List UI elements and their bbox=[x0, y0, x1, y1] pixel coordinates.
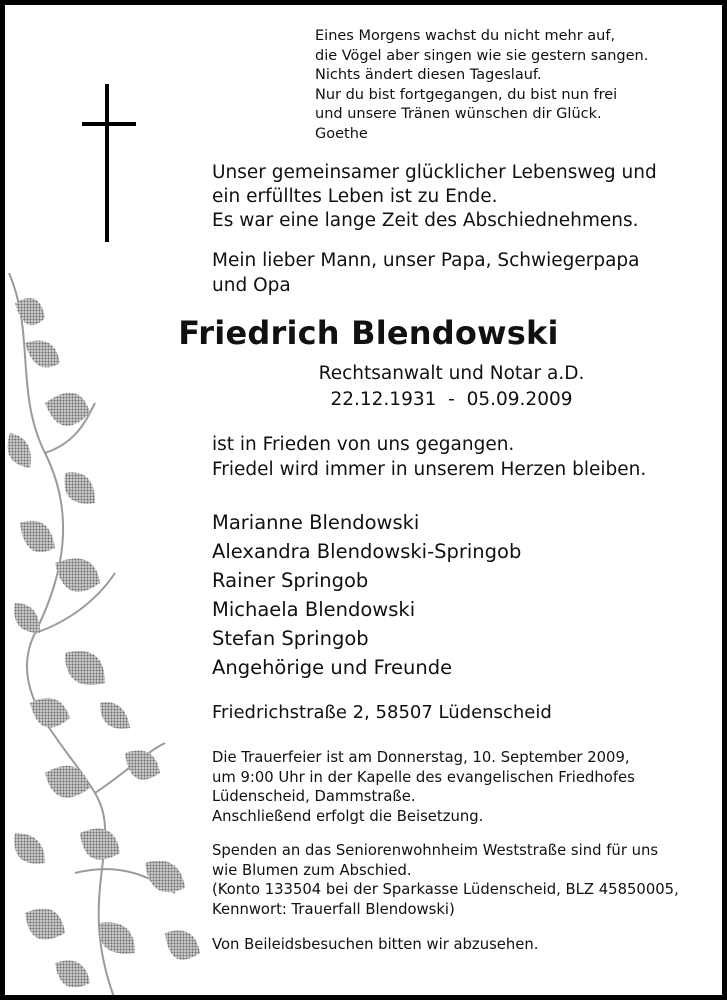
condolence-note: Von Beileidsbesuchen bitten wir abzusehen. bbox=[212, 936, 539, 953]
relation-line: Mein lieber Mann, unser Papa, Schwiegerpapa bbox=[212, 250, 640, 271]
address: Friedrichstraße 2, 58507 Lüdenscheid bbox=[212, 702, 552, 723]
funeral-line: Anschließend erfolgt die Beisetzung. bbox=[212, 807, 484, 825]
intro-line: Unser gemeinsamer glücklicher Lebensweg und bbox=[212, 162, 657, 183]
deceased-name: Friedrich Blendowski bbox=[178, 314, 559, 352]
intro-line: Es war eine lange Zeit des Abschiednehmens. bbox=[212, 210, 639, 231]
donation-info bbox=[212, 841, 679, 919]
poem-line: Eines Morgens wachst du nicht mehr auf, bbox=[315, 28, 616, 44]
intro-text bbox=[212, 161, 657, 233]
funeral-info bbox=[212, 748, 635, 826]
life-dates: 22.12.1931 - 05.09.2009 bbox=[330, 389, 573, 410]
poem-line: und unsere Tränen wünschen dir Glück. bbox=[315, 106, 602, 122]
poem bbox=[315, 27, 648, 144]
deceased-profession: Rechtsanwalt und Notar a.D. bbox=[318, 363, 585, 384]
peace-line: Friedel wird immer in unserem Herzen bleiben. bbox=[212, 459, 647, 480]
family-member: Alexandra Blendowski-Springob bbox=[212, 540, 522, 563]
relation-text bbox=[212, 248, 640, 298]
intro-line: ein erfülltes Leben ist zu Ende. bbox=[212, 186, 498, 207]
family-member: Stefan Springob bbox=[212, 627, 369, 650]
family-member: Rainer Springob bbox=[212, 569, 369, 592]
donation-line: Spenden an das Seniorenwohnheim Weststraße sind für uns bbox=[212, 842, 659, 859]
peace-text bbox=[212, 432, 646, 482]
poem-line: Nur du bist fortgegangen, du bist nun frei bbox=[315, 86, 618, 103]
funeral-line: Lüdenscheid, Dammstraße. bbox=[212, 788, 416, 805]
family-list bbox=[212, 508, 521, 682]
poem-line: Nichts ändert diesen Tageslauf. bbox=[315, 67, 542, 83]
funeral-line: Die Trauerfeier ist am Donnerstag, 10. September 2009, bbox=[212, 749, 630, 766]
family-member: Angehörige und Freunde bbox=[212, 656, 453, 679]
family-member: Michaela Blendowski bbox=[212, 598, 416, 621]
relation-line: und Opa bbox=[212, 275, 291, 296]
family-member: Marianne Blendowski bbox=[212, 511, 420, 534]
donation-line: Kennwort: Trauerfall Blendowski) bbox=[212, 900, 455, 918]
funeral-line: um 9:00 Uhr in der Kapelle des evangelischen Friedhofes bbox=[212, 768, 635, 786]
donation-line: wie Blumen zum Abschied. bbox=[212, 861, 412, 879]
poem-author: Goethe bbox=[315, 125, 368, 142]
donation-line: (Konto 133504 bei der Sparkasse Lüdenscheid, BLZ 45850005, bbox=[212, 881, 679, 898]
poem-line: die Vögel aber singen wie sie gestern sangen. bbox=[315, 47, 649, 64]
peace-line: ist in Frieden von uns gegangen. bbox=[212, 434, 515, 455]
